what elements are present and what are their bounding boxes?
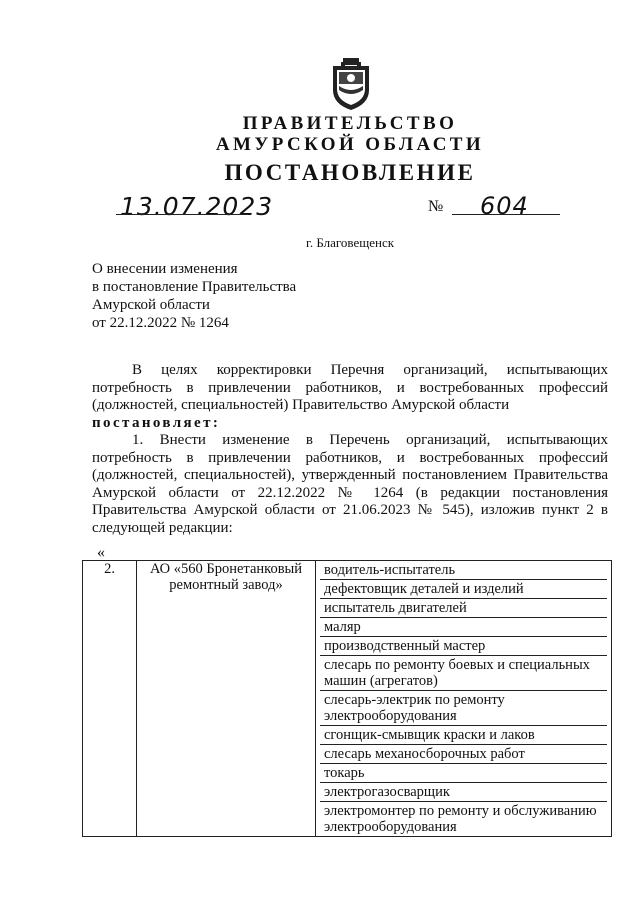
subject-line: О внесении изменения: [92, 261, 238, 277]
date-underline: [116, 214, 248, 215]
document-type-title: ПОСТАНОВЛЕНИЕ: [224, 160, 476, 185]
coat-of-arms-icon: [327, 56, 375, 112]
number-label: №: [428, 198, 444, 215]
document-subject: [92, 260, 296, 332]
city-name: г. Благовещенск: [306, 235, 395, 250]
table-row: [83, 561, 612, 837]
document-body: [92, 362, 608, 537]
decree-word: постановляет:: [92, 414, 221, 431]
profession-item: токарь: [320, 764, 607, 783]
intro-paragraph: В целях корректировки Перечня организаций, испытывающих потребность в привлечении работников, и востребованных профессий (должностей, специальностей) Правительство Амурской области: [92, 362, 608, 413]
profession-item: слесарь механосборочных работ: [320, 745, 607, 764]
subject-line: от 22.12.2022 № 1264: [92, 315, 229, 331]
profession-item: сгонщик-смывщик краски и лаков: [320, 726, 607, 745]
professions-cell: [316, 561, 612, 837]
profession-item: слесарь по ремонту боевых и специальных машин (агрегатов): [320, 656, 607, 691]
document-date: 13.07.2023: [120, 192, 274, 221]
profession-item: маляр: [320, 618, 607, 637]
government-title: ПРАВИТЕЛЬСТВО: [242, 113, 458, 134]
document-number: 604: [480, 192, 529, 220]
organization-name: АО «560 Бронетанковый ремонтный завод»: [137, 561, 316, 837]
region-title: АМУРСКОЙ ОБЛАСТИ: [215, 134, 485, 155]
subject-line: Амурской области: [92, 297, 210, 313]
profession-item: электромонтер по ремонту и обслуживанию электрооборудования: [324, 803, 597, 835]
subject-line: в постановление Правительства: [92, 279, 297, 295]
profession-item: водитель-испытатель: [320, 561, 607, 580]
organizations-table: [82, 560, 612, 837]
profession-item: слесарь-электрик по ремонту электрооборудования: [320, 691, 607, 726]
point-1-paragraph: 1. Внести изменение в Перечень организаций, испытывающих потребность в привлечении работников, и востребованных профессий (должностей, специальностей), утвержденный постановлением Правительства Амурской области от 22.12.2022 № 1264 (в редакции постановления Правительства Амурской области от 21.06.2023 № 545), изложив пункт 2 в следующей редакции:: [92, 432, 608, 536]
row-number: 2.: [83, 561, 137, 837]
profession-item: испытатель двигателей: [320, 599, 607, 618]
profession-item: производственный мастер: [320, 637, 607, 656]
profession-item: дефектовщик деталей и изделий: [320, 580, 607, 599]
profession-item: электрогазосварщик: [320, 783, 607, 802]
number-underline: [452, 214, 560, 215]
opening-quote: «: [97, 544, 105, 561]
